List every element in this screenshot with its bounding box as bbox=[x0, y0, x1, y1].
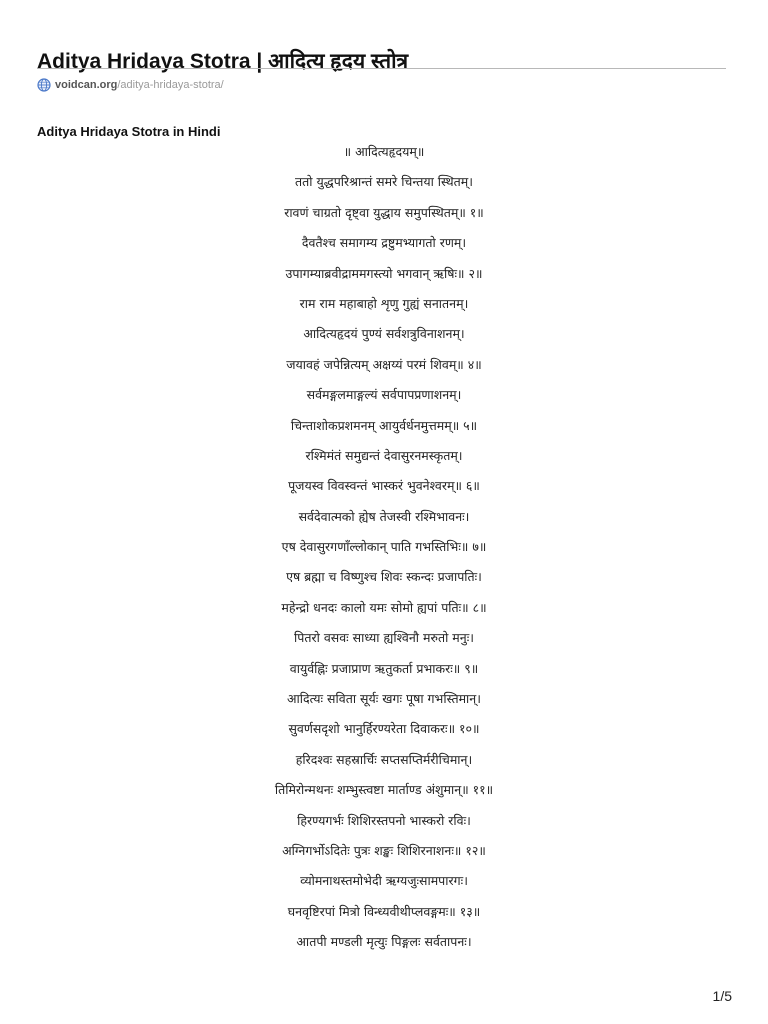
verse-line: सर्वदेवात्मको ह्येष तेजस्वी रश्मिभावनः। bbox=[298, 508, 470, 524]
verse-line: सर्वमङ्गलमाङ्गल्यं सर्वपापप्रणाशनम्। bbox=[306, 387, 462, 403]
verse-line: तिमिरोन्मथनः शम्भुस्त्वष्टा मार्ताण्ड अंशुमान्॥ ११॥ bbox=[274, 782, 494, 798]
globe-icon-graphic bbox=[37, 78, 51, 92]
verse-line: व्योमनाथस्तमोभेदी ऋग्यजुःसामपारगः। bbox=[300, 873, 468, 889]
verse-line: महेन्द्रो धनदः कालो यमः सोमो ह्यपां पतिः॥ ८॥ bbox=[281, 599, 487, 615]
verse-line: ॥ आदित्यहृदयम्॥ bbox=[343, 144, 425, 159]
verse-line: चिन्ताशोकप्रशमनम् आयुर्वर्धनमुत्तमम्॥ ५॥ bbox=[290, 417, 478, 433]
section-heading: Aditya Hridaya Stotra in Hindi bbox=[37, 123, 221, 139]
verse-line: जयावहं जपेन्नित्यम् अक्षय्यं परमं शिवम्॥ ४॥ bbox=[286, 356, 482, 372]
source-domain-link[interactable]: voidcan.org bbox=[55, 79, 118, 91]
verse-line: आदित्यहृदयं पुण्यं सर्वशत्रुविनाशनम्। bbox=[303, 326, 465, 342]
verse-line: एष ब्रह्मा च विष्णुश्च शिवः स्कन्दः प्रजापतिः। bbox=[286, 569, 482, 585]
verse-line: पितरो वसवः साध्या ह्यश्विनौ मरुतो मनुः। bbox=[294, 630, 474, 646]
verse-line: रावणं चाग्रतो दृष्ट्वा युद्धाय समुपस्थितम्॥ १॥ bbox=[284, 204, 484, 220]
verse-list bbox=[0, 142, 768, 963]
verse-line: अग्निगर्भोऽदितेः पुत्रः शङ्खः शिशिरनाशनः॥ १२॥ bbox=[282, 842, 486, 858]
verse-line: वायुर्वह्निः प्रजाप्राण ऋतुकर्ता प्रभाकरः॥ ९॥ bbox=[289, 660, 479, 676]
verse-line: सुवर्णसदृशो भानुर्हिरण्यरेता दिवाकरः॥ १०॥ bbox=[288, 721, 480, 737]
verse-line: आतपी मण्डली मृत्युः पिङ्गलः सर्वतापनः। bbox=[296, 934, 472, 950]
verse-line: हरिदश्वः सहस्रार्चिः सप्तसप्तिर्मरीचिमान्। bbox=[295, 751, 473, 767]
verse-line: ततो युद्धपरिश्रान्तं समरे चिन्तया स्थितम्। bbox=[295, 174, 473, 190]
verse-line: एष देवासुरगणाँल्लोकान् पाति गभस्तिभिः॥ ७॥ bbox=[281, 539, 487, 555]
page-number: 1/5 bbox=[712, 988, 732, 1004]
verse-line: दैवतैश्च समागम्य द्रष्टुमभ्यागतो रणम्। bbox=[301, 235, 467, 251]
verse-line: उपागम्याब्रवीद्राममगस्त्यो भगवान् ऋषिः॥ २॥ bbox=[285, 265, 483, 281]
verse-line: रश्मिमंतं समुद्यन्तं देवासुरनमस्कृतम्। bbox=[305, 447, 463, 463]
verse-line: राम राम महाबाहो शृणु गुह्यं सनातनम्। bbox=[299, 295, 469, 311]
page-title: Aditya Hridaya Stotra | आदित्य हृदय स्तोत्र bbox=[37, 50, 409, 74]
globe-icon bbox=[37, 78, 51, 92]
verse-line: आदित्यः सविता सूर्यः खगः पूषा गभस्तिमान्। bbox=[287, 691, 481, 707]
verse-line: घनवृष्टिरपां मित्रो विन्ध्यवीथीप्लवङ्गमः॥ १३॥ bbox=[287, 903, 481, 919]
source-path-link[interactable]: /aditya-hridaya-stotra/ bbox=[117, 79, 224, 91]
verse-line: पूजयस्व विवस्वन्तं भास्करं भुवनेश्वरम्॥ ६॥ bbox=[288, 478, 480, 494]
verse-line: हिरण्यगर्भः शिशिरस्तपनो भास्करो रविः। bbox=[297, 812, 471, 828]
source-link-row[interactable] bbox=[37, 76, 224, 94]
title-divider bbox=[37, 68, 726, 69]
